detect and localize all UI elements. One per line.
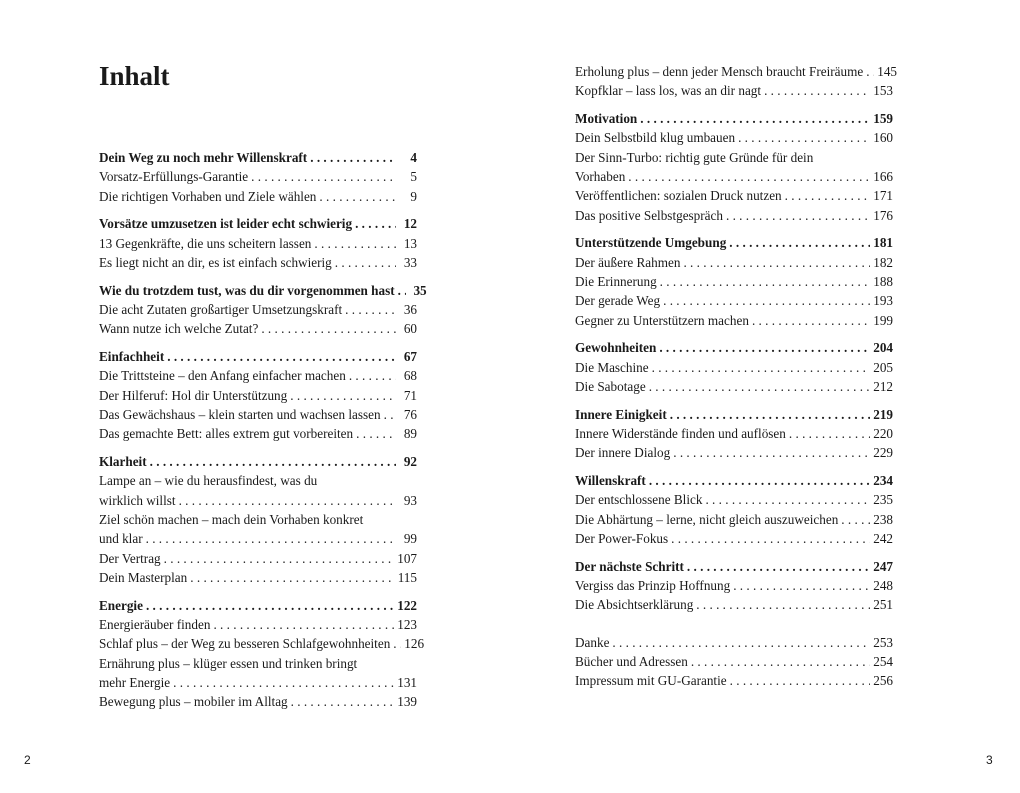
toc-entry-page: 248 bbox=[873, 578, 893, 594]
toc-section bbox=[99, 281, 427, 339]
toc-entry-page: 229 bbox=[873, 445, 893, 461]
toc-section bbox=[575, 557, 893, 615]
toc-chapter-entry bbox=[99, 452, 417, 471]
toc-entry-page: 12 bbox=[403, 216, 417, 232]
page-number-left: 2 bbox=[24, 753, 31, 767]
toc-entry-title: und klar bbox=[99, 531, 143, 547]
toc-entry-page: 126 bbox=[404, 636, 425, 652]
dot-leader bbox=[733, 576, 870, 595]
toc-entry-title: mehr Energie bbox=[99, 674, 171, 690]
toc-entry bbox=[575, 62, 897, 81]
dot-leader bbox=[319, 187, 396, 206]
toc-entry-title: Der Hilferuf: Hol dir Unterstützung bbox=[99, 387, 288, 403]
toc-chapter-entry bbox=[575, 109, 893, 128]
dot-leader bbox=[640, 109, 870, 128]
toc-entry-title: Die Trittsteine – den Anfang einfacher machen bbox=[99, 368, 346, 384]
dot-leader bbox=[356, 424, 396, 443]
toc-entry-title: Vorsätze umzusetzen ist leider echt schwierig bbox=[99, 216, 353, 232]
toc-section bbox=[575, 338, 893, 396]
dot-leader bbox=[179, 491, 396, 510]
toc-entry bbox=[99, 692, 417, 711]
toc-entry-title: Der äußere Rahmen bbox=[575, 254, 681, 270]
toc-entry bbox=[575, 272, 893, 291]
toc-entry-title: Der Vertrag bbox=[99, 550, 161, 566]
dot-leader bbox=[190, 568, 394, 587]
toc-entry-title: Der Power-Fokus bbox=[575, 531, 669, 547]
toc-entry-title: Gewohnheiten bbox=[575, 340, 657, 356]
toc-entry-title: Dein Weg zu noch mehr Willenskraft bbox=[99, 150, 308, 165]
dot-leader bbox=[290, 386, 396, 405]
toc-entry bbox=[99, 634, 425, 653]
dot-leader bbox=[687, 557, 870, 576]
toc-entry bbox=[575, 206, 893, 225]
toc-entry-title: Die Absichtserklärung bbox=[575, 597, 694, 613]
toc-entry bbox=[575, 510, 893, 529]
toc-entry-page: 89 bbox=[403, 426, 417, 442]
toc-entry-title: Schlaf plus – der Weg zu besseren Schlafgewohnheiten bbox=[99, 636, 391, 652]
toc-chapter-entry bbox=[99, 281, 427, 300]
toc-entry-title-line: Ernährung plus – klüger essen und trinken bringt bbox=[99, 655, 358, 671]
page-number-right: 3 bbox=[986, 753, 993, 767]
dot-leader bbox=[673, 443, 870, 462]
toc-entry-title: Kopfklar – lass los, was an dir nagt bbox=[575, 83, 762, 99]
toc-entry-title: Dein Selbstbild klug umbauen bbox=[575, 130, 736, 146]
toc-entry-title: Wie du trotzdem tust, was du dir vorgenommen hast bbox=[99, 282, 395, 298]
toc-entry-page: 256 bbox=[873, 673, 893, 689]
toc-entry bbox=[575, 291, 893, 310]
toc-right-column bbox=[575, 62, 897, 699]
toc-entry-title: Motivation bbox=[575, 111, 638, 127]
dot-leader bbox=[785, 186, 871, 205]
dot-leader bbox=[349, 366, 396, 385]
toc-entry-page: 220 bbox=[873, 426, 893, 442]
toc-entry-page: 99 bbox=[403, 531, 417, 547]
toc-section bbox=[99, 452, 417, 587]
toc-entry-page: 5 bbox=[410, 169, 417, 185]
toc-entry bbox=[99, 568, 417, 587]
toc-entry-page: 199 bbox=[873, 312, 893, 328]
toc-left-column bbox=[99, 148, 427, 720]
toc-entry bbox=[575, 671, 893, 690]
toc-entry-page: 4 bbox=[410, 150, 417, 165]
toc-entry-page: 182 bbox=[873, 254, 893, 270]
toc-entry bbox=[575, 128, 893, 147]
toc-entry bbox=[575, 595, 893, 614]
dot-leader bbox=[612, 633, 870, 652]
toc-entry-title: Die Maschine bbox=[575, 359, 649, 375]
toc-entry-title: Die Abhärtung – lerne, nicht gleich auszuweichen bbox=[575, 511, 839, 527]
toc-entry bbox=[99, 529, 417, 548]
toc-entry-title: Bewegung plus – mobiler im Alltag bbox=[99, 694, 288, 710]
toc-section bbox=[575, 471, 893, 548]
dot-leader bbox=[291, 692, 395, 711]
toc-entry-title: Dein Masterplan bbox=[99, 569, 188, 585]
toc-entry bbox=[99, 424, 417, 443]
toc-entry-page: 68 bbox=[403, 368, 417, 384]
toc-section bbox=[575, 109, 893, 225]
toc-entry-title: Klarheit bbox=[99, 454, 147, 470]
toc-entry-title: Der gerade Weg bbox=[575, 293, 661, 309]
toc-entry-title: Das gemachte Bett: alles extrem gut vorbereiten bbox=[99, 426, 354, 442]
toc-entry-page: 234 bbox=[873, 473, 893, 489]
toc-chapter-entry bbox=[575, 557, 893, 576]
dot-leader bbox=[398, 281, 406, 300]
toc-entry-page: 33 bbox=[403, 254, 417, 270]
toc-entry-title-line: Der Sinn-Turbo: richtig gute Gründe für dein bbox=[575, 149, 814, 165]
toc-entry-page: 67 bbox=[403, 349, 417, 365]
toc-entry-title: Gegner zu Unterstützern machen bbox=[575, 312, 749, 328]
toc-entry-title: Impressum mit GU-Garantie bbox=[575, 673, 727, 689]
toc-entry-page: 238 bbox=[873, 511, 893, 527]
dot-leader bbox=[355, 214, 396, 233]
toc-entry-page: 247 bbox=[873, 558, 893, 574]
dot-leader bbox=[764, 81, 870, 100]
toc-entry-title: Vergiss das Prinzip Hoffnung bbox=[575, 578, 731, 594]
dot-leader bbox=[649, 471, 870, 490]
dot-leader bbox=[173, 673, 394, 692]
dot-leader bbox=[310, 148, 396, 167]
dot-leader bbox=[866, 62, 874, 81]
toc-entry-title: Energie bbox=[99, 597, 143, 613]
toc-entry bbox=[575, 490, 893, 509]
toc-entry bbox=[575, 652, 893, 671]
toc-entry-title-line: Ziel schön machen – mach dein Vorhaben konkret bbox=[99, 512, 364, 528]
dot-leader bbox=[167, 347, 396, 366]
toc-chapter-entry bbox=[575, 338, 893, 357]
dot-leader bbox=[670, 405, 871, 424]
dot-leader bbox=[335, 253, 396, 272]
toc-entry-title: Der entschlossene Blick bbox=[575, 492, 703, 508]
toc-entry bbox=[99, 366, 417, 385]
toc-entry-title: Der innere Dialog bbox=[575, 445, 671, 461]
toc-entry-title: Das positive Selbstgespräch bbox=[575, 207, 723, 223]
dot-leader bbox=[146, 529, 396, 548]
dot-leader bbox=[730, 671, 871, 690]
toc-entry-title: Erholung plus – denn jeder Mensch braucht Freiräume bbox=[575, 64, 864, 79]
toc-entry-title: 13 Gegenkräfte, die uns scheitern lassen bbox=[99, 235, 312, 251]
dot-leader bbox=[752, 311, 870, 330]
dot-leader bbox=[628, 167, 870, 186]
dot-leader bbox=[251, 167, 396, 186]
dot-leader bbox=[652, 358, 871, 377]
toc-entry-page: 35 bbox=[413, 282, 427, 298]
toc-entry-title: Unterstützende Umgebung bbox=[575, 235, 727, 251]
toc-entry-page: 204 bbox=[873, 340, 893, 356]
toc-entry bbox=[99, 300, 417, 319]
toc-entry-title: Die Erinnerung bbox=[575, 273, 657, 289]
toc-entry-title: Die Sabotage bbox=[575, 378, 646, 394]
toc-entry bbox=[575, 81, 893, 100]
toc-entry-title: Veröffentlichen: sozialen Druck nutzen bbox=[575, 188, 782, 204]
toc-chapter-entry bbox=[575, 233, 893, 252]
toc-entry bbox=[99, 405, 417, 424]
toc-entry-title: Das Gewächshaus – klein starten und wachsen lassen bbox=[99, 407, 381, 423]
toc-entry-page: 253 bbox=[873, 634, 893, 650]
toc-entry-title: wirklich willst bbox=[99, 492, 176, 508]
toc-entry-page: 71 bbox=[403, 387, 417, 403]
toc-chapter-entry bbox=[99, 596, 417, 615]
toc-entry-page: 107 bbox=[397, 550, 417, 566]
dot-leader bbox=[705, 490, 870, 509]
dot-leader bbox=[691, 652, 870, 671]
toc-chapter-entry bbox=[575, 405, 893, 424]
toc-entry bbox=[575, 253, 893, 272]
toc-entry-page: 76 bbox=[403, 407, 417, 423]
toc-entry-page: 235 bbox=[873, 492, 893, 508]
dot-leader bbox=[683, 253, 870, 272]
toc-entry-title-line: Lampe an – wie du herausfindest, was du bbox=[99, 473, 318, 489]
toc-entry bbox=[99, 234, 417, 253]
toc-entry-title: Innere Widerstände finden und auflösen bbox=[575, 426, 786, 442]
toc-entry-page: 188 bbox=[873, 273, 893, 289]
dot-leader bbox=[345, 300, 396, 319]
toc-entry-page: 176 bbox=[873, 207, 893, 223]
toc-entry-title: Einfachheit bbox=[99, 349, 165, 365]
toc-entry-title: Es liegt nicht an dir, es ist einfach schwierig bbox=[99, 254, 332, 270]
dot-leader bbox=[393, 634, 401, 653]
toc-entry bbox=[575, 186, 893, 205]
dot-leader bbox=[150, 452, 396, 471]
toc-section bbox=[575, 62, 897, 101]
dot-leader bbox=[659, 338, 870, 357]
toc-entry-page: 93 bbox=[403, 492, 417, 508]
toc-entry-page: 60 bbox=[403, 321, 417, 337]
dot-leader bbox=[649, 377, 871, 396]
dot-leader bbox=[314, 234, 396, 253]
toc-entry bbox=[99, 615, 417, 634]
toc-entry bbox=[99, 549, 417, 568]
toc-entry-page: 181 bbox=[873, 235, 893, 251]
toc-entry-page: 139 bbox=[397, 694, 417, 710]
dot-leader bbox=[164, 549, 395, 568]
toc-entry-page: 92 bbox=[403, 454, 417, 470]
toc-section bbox=[575, 233, 893, 329]
toc-entry-page: 219 bbox=[873, 406, 893, 422]
toc-entry-page: 254 bbox=[873, 654, 893, 670]
dot-leader bbox=[261, 319, 396, 338]
toc-entry-title: Die acht Zutaten großartiger Umsetzungskraft bbox=[99, 302, 343, 318]
toc-entry-page: 212 bbox=[873, 378, 893, 394]
toc-entry-title: Vorhaben bbox=[575, 168, 626, 184]
toc-entry-page: 159 bbox=[873, 111, 893, 127]
toc-entry bbox=[575, 443, 893, 462]
toc-entry-page: 131 bbox=[397, 674, 417, 690]
toc-entry-page: 242 bbox=[873, 531, 893, 547]
dot-leader bbox=[384, 405, 396, 424]
toc-entry bbox=[575, 633, 893, 652]
dot-leader bbox=[663, 291, 870, 310]
toc-entry-page: 171 bbox=[873, 188, 893, 204]
toc-entry-page: 36 bbox=[403, 302, 417, 318]
toc-entry-title: Bücher und Adressen bbox=[575, 654, 688, 670]
toc-entry bbox=[99, 386, 417, 405]
toc-entry bbox=[99, 673, 417, 692]
toc-entry-title: Wann nutze ich welche Zutat? bbox=[99, 321, 259, 337]
toc-entry-title: Danke bbox=[575, 634, 610, 650]
toc-entry bbox=[99, 187, 417, 206]
page-title: Inhalt bbox=[99, 61, 170, 91]
toc-entry bbox=[575, 424, 893, 443]
toc-chapter-entry bbox=[99, 148, 417, 167]
toc-entry-page: 251 bbox=[873, 597, 893, 613]
dot-leader bbox=[213, 615, 394, 634]
toc-entry-title: Energieräuber finden bbox=[99, 617, 211, 633]
dot-leader bbox=[841, 510, 870, 529]
toc-entry-page: 13 bbox=[403, 235, 417, 251]
toc-entry bbox=[575, 311, 893, 330]
toc-entry bbox=[575, 377, 893, 396]
dot-leader bbox=[146, 596, 394, 615]
toc-section bbox=[575, 405, 893, 463]
dot-leader bbox=[789, 424, 870, 443]
toc-entry bbox=[99, 319, 417, 338]
dot-leader bbox=[729, 233, 870, 252]
toc-entry-title: Die richtigen Vorhaben und Ziele wählen bbox=[99, 188, 317, 204]
toc-entry-title: Innere Einigkeit bbox=[575, 406, 667, 422]
toc-entry-title: Der nächste Schritt bbox=[575, 558, 684, 574]
toc-entry-page: 115 bbox=[397, 569, 417, 585]
toc-entry-title: Vorsatz-Erfüllungs-Garantie bbox=[99, 169, 249, 185]
toc-section bbox=[99, 347, 417, 443]
toc-section bbox=[99, 214, 417, 272]
toc-chapter-entry bbox=[99, 214, 417, 233]
toc-entry bbox=[99, 167, 417, 186]
toc-entry-page: 166 bbox=[873, 168, 893, 184]
toc-entry bbox=[575, 529, 893, 548]
toc-entry-page: 9 bbox=[410, 188, 417, 204]
dot-leader bbox=[671, 529, 870, 548]
toc-chapter-entry bbox=[575, 471, 893, 490]
toc-section bbox=[575, 633, 893, 691]
toc-section bbox=[99, 148, 417, 206]
toc-entry-title: Willenskraft bbox=[575, 473, 646, 489]
toc-section bbox=[99, 596, 425, 712]
toc-entry bbox=[99, 491, 417, 510]
toc-entry-page: 122 bbox=[397, 597, 417, 613]
dot-leader bbox=[738, 128, 870, 147]
toc-entry-page: 160 bbox=[873, 130, 893, 146]
toc-entry-page: 145 bbox=[877, 64, 897, 79]
dot-leader bbox=[696, 595, 870, 614]
toc-chapter-entry bbox=[99, 347, 417, 366]
toc-entry bbox=[575, 167, 893, 186]
dot-leader bbox=[660, 272, 871, 291]
toc-entry bbox=[99, 253, 417, 272]
toc-entry bbox=[575, 358, 893, 377]
toc-entry bbox=[575, 576, 893, 595]
toc-entry-page: 193 bbox=[873, 293, 893, 309]
dot-leader bbox=[726, 206, 870, 225]
toc-entry-page: 205 bbox=[873, 359, 893, 375]
toc-entry-page: 123 bbox=[397, 617, 417, 633]
toc-entry-page: 153 bbox=[873, 83, 893, 99]
